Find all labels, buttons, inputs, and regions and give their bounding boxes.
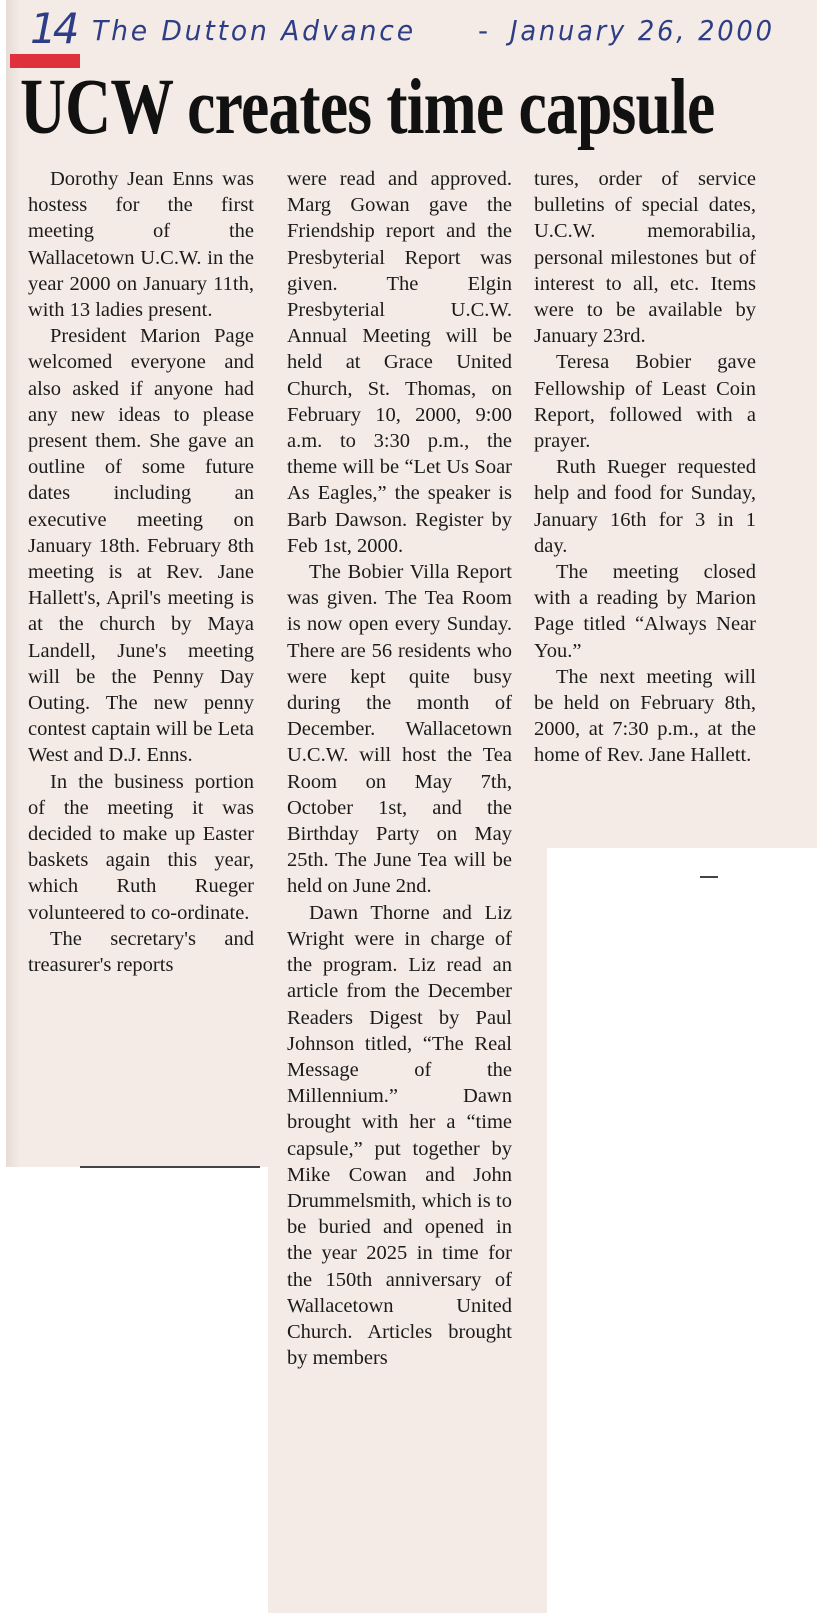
publication-date: January 26, 2000 <box>510 14 775 47</box>
paragraph: were read and approved. Marg Gowan gave the Friendship report and the Presbyterial Report was given. The Elgin Presbyterial U.C.W. Annual Meeting will be held at Grace United Church, St. Thomas, on February 10, 2000, 9:00 a.m. to 3:30 p.m., the theme will be “Let Us Soar As Eagles,” the speaker is Barb Dawson. Register by Feb 1st, 2000. <box>287 168 512 557</box>
column-end-rule-right <box>700 876 718 878</box>
publication-name: The Dutton Advance <box>92 14 416 47</box>
paragraph: The secretary's and treasurer's reports <box>28 927 254 977</box>
paragraph: The meeting closed with a reading by Marion Page titled “Always Near You.” <box>534 561 756 662</box>
paragraph: In the business portion of the meeting it was decided to make up Easter baskets again this year, which Ruth Rueger volunteered to co-ordinate. <box>28 770 254 924</box>
article-column-3 <box>534 166 756 769</box>
column-end-rule <box>80 1166 260 1168</box>
paragraph: Ruth Rueger requested help and food for Sunday, January 16th for 3 in 1 day. <box>534 456 756 557</box>
handwritten-annotation <box>24 2 814 58</box>
paper-shadow-edge <box>6 0 20 1167</box>
article-column-2 <box>287 166 512 1371</box>
paragraph: tures, order of service bulletins of special dates, U.C.W. memorabilia, personal milestones but of interest to all, etc. Items were to be available by January 23rd. <box>534 168 756 348</box>
paragraph: The next meeting will be held on February 8th, 2000, at 7:30 p.m., at the home of Rev. Jane Hallett. <box>534 665 756 767</box>
paragraph: The Bobier Villa Report was given. The Tea Room is now open every Sunday. There are 56 residents who were kept quite busy during the month of December. Wallacetown U.C.W. will host the Tea Room on May 7th, October 1st, and the Birthday Party on May 25th. The June Tea will be held on June 2nd. <box>287 561 512 898</box>
article-column-1 <box>28 166 254 978</box>
annotation-separator: - <box>478 14 489 47</box>
paragraph: President Marion Page welcomed everyone and also asked if anyone had any new ideas to please present them. She gave an outline of some future dates including an executive meeting on January 18th. February 8th meeting is at Rev. Jane Hallett's, April's meeting is at the church by Maya Landell, June's meeting will be the Penny Day Outing. The new penny contest captain will be Leta West and D.J. Enns. <box>28 325 254 767</box>
paragraph: Dorothy Jean Enns was hostess for the first meeting of the Wallacetown U.C.W. in the year 2000 on January 11th, with 13 ladies present. <box>28 168 254 322</box>
page-number: 14 <box>30 4 76 53</box>
paragraph: Dawn Thorne and Liz Wright were in charge of the program. Liz read an article from the December Readers Digest by Paul Johnson titled, “The Real Message of the Millennium.” Dawn brought with her a “time capsule,” put together by Mike Cowan and John Drummelsmith, which is to be buried and opened in the year 2025 in time for the 150th anniversary of Wallacetown United Church. Articles brought by members <box>287 901 512 1370</box>
article-headline: UCW creates time capsule <box>20 64 715 151</box>
paragraph: Teresa Bobier gave Fellowship of Least Coin Report, followed with a prayer. <box>534 351 756 453</box>
